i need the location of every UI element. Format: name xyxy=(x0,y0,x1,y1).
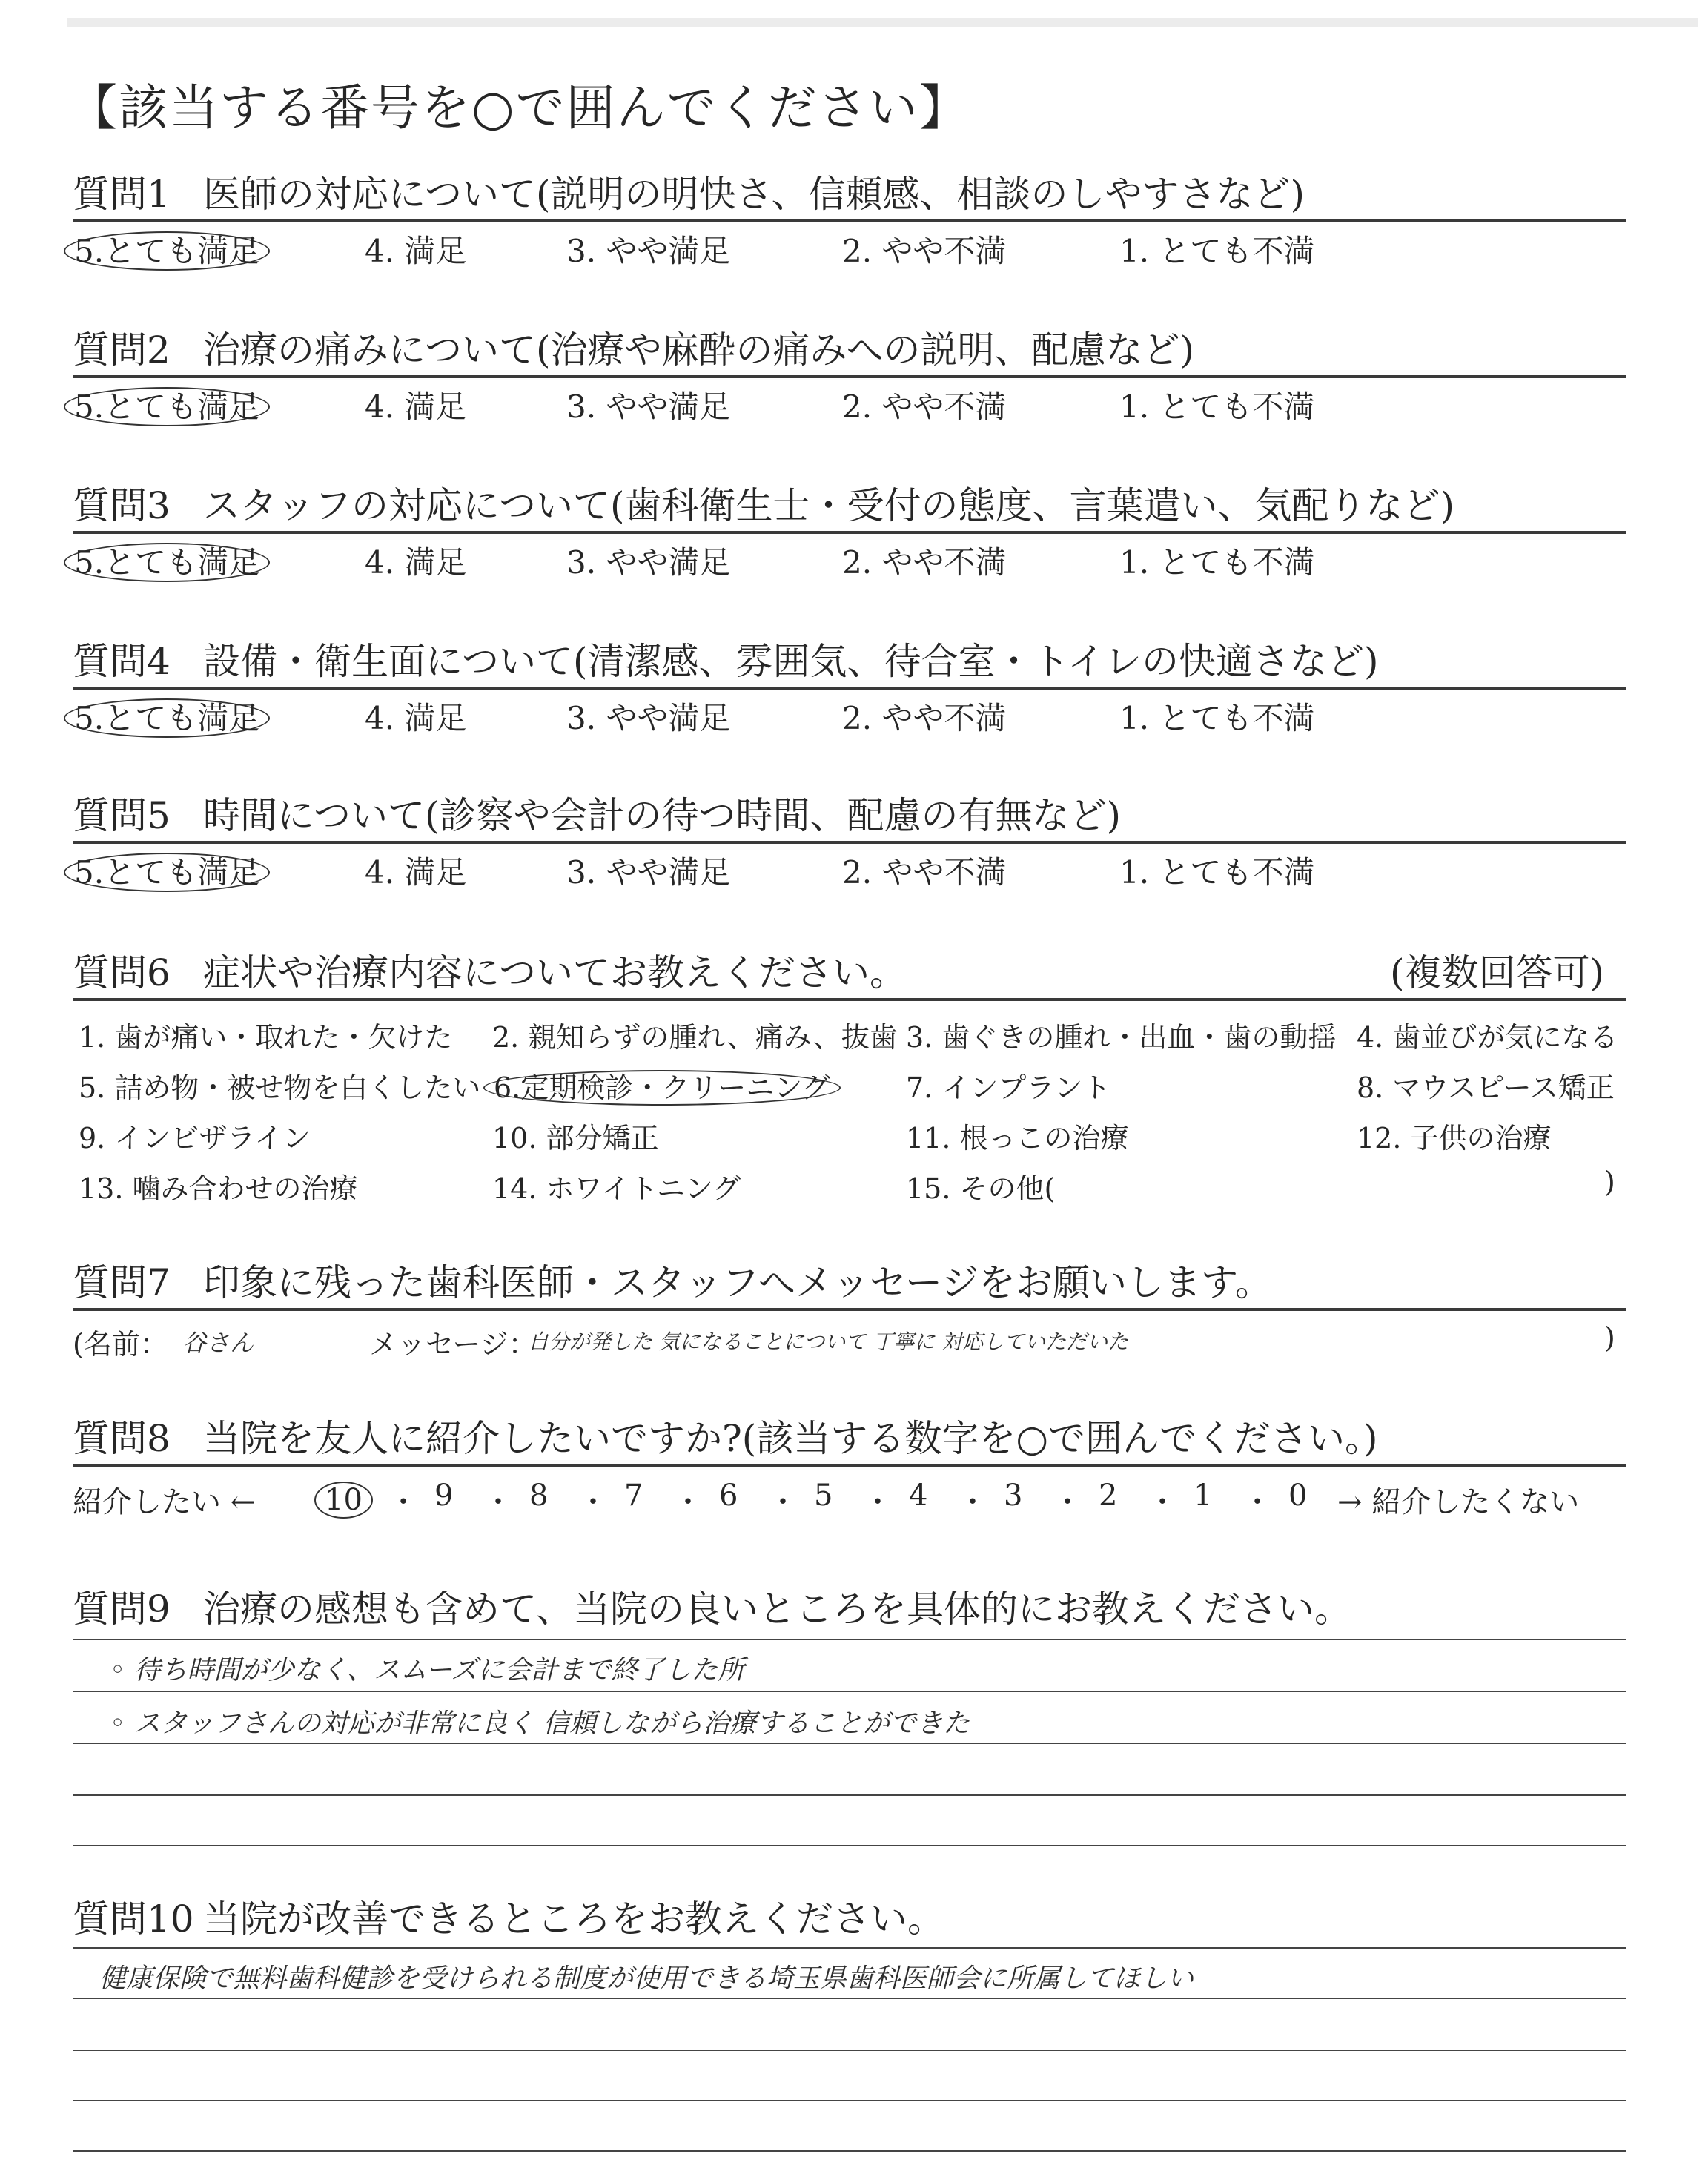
symptom-option[interactable]: 13. 噛み合わせの治療 xyxy=(79,1172,358,1205)
option-1[interactable]: 1. とても不満 xyxy=(1119,389,1315,425)
writing-line xyxy=(73,2100,1626,2101)
symptom-option[interactable]: 14. ホワイトニング xyxy=(492,1172,741,1205)
selected-circle-mark: 5.とても満足 xyxy=(64,231,270,271)
divider xyxy=(73,998,1626,1001)
symptom-option[interactable]: 1. 歯が痛い・取れた・欠けた xyxy=(79,1021,453,1054)
divider xyxy=(73,531,1626,534)
recommend-scale xyxy=(73,1476,1626,1520)
option-4[interactable]: 4. 満足 xyxy=(365,233,467,269)
scale-number-8[interactable]: 8 xyxy=(529,1479,549,1513)
form-header: 【該当する番号を○で囲んでください】 xyxy=(68,79,970,136)
question-5 xyxy=(73,786,1626,896)
symptom-option-other[interactable]: 15. その他( xyxy=(906,1172,1056,1205)
option-1[interactable]: 1. とても不満 xyxy=(1119,233,1315,269)
option-4[interactable]: 4. 満足 xyxy=(365,544,467,581)
option-5[interactable] xyxy=(73,383,270,427)
other-close-paren: ) xyxy=(1604,1166,1615,1198)
scale-separator: ・ xyxy=(483,1485,513,1519)
divider xyxy=(73,1308,1626,1311)
question-number: 質問1 xyxy=(73,173,171,216)
question-text: 症状や治療内容についてお教えください。 xyxy=(203,951,907,994)
multiple-answers-note: (複数回答可) xyxy=(1389,951,1604,994)
symptom-option[interactable]: 7. インプラント xyxy=(906,1071,1111,1104)
handwritten-answer[interactable]: ◦ スタッフさんの対応が非常に良く 信頼しながら治療することができた xyxy=(110,1708,970,1739)
symptom-option[interactable]: 5. 詰め物・被せ物を白くしたい xyxy=(79,1071,481,1104)
scale-number-1[interactable]: 1 xyxy=(1194,1479,1213,1513)
scale-number-3[interactable]: 3 xyxy=(1004,1479,1023,1513)
option-1[interactable]: 1. とても不満 xyxy=(1119,854,1315,891)
option-2[interactable]: 2. やや不満 xyxy=(842,233,1007,269)
scale-separator: ・ xyxy=(388,1485,418,1519)
option-3[interactable]: 3. やや満足 xyxy=(566,544,731,581)
option-1[interactable]: 1. とても不満 xyxy=(1119,544,1315,581)
scale-separator: ・ xyxy=(578,1485,608,1519)
question-number: 質問8 xyxy=(73,1417,171,1460)
option-1[interactable]: 1. とても不満 xyxy=(1119,700,1315,736)
question-number: 質問2 xyxy=(73,328,171,371)
answer-options xyxy=(73,694,1626,742)
symptom-option[interactable]: 10. 部分矯正 xyxy=(492,1122,659,1155)
scale-separator: ・ xyxy=(1148,1485,1177,1519)
question-text: 医師の対応について(説明の明快さ、信頼感、相談のしやすさなど) xyxy=(203,173,1305,216)
recommend-right-label: → 紹介したくない xyxy=(1337,1485,1580,1519)
scale-separator: ・ xyxy=(768,1485,798,1519)
writing-line xyxy=(73,1743,1626,1744)
selected-circle-mark: 5.とても満足 xyxy=(64,853,270,892)
question-6 xyxy=(73,943,1626,1222)
writing-line xyxy=(73,2050,1626,2051)
option-2[interactable]: 2. やや不満 xyxy=(842,700,1007,736)
message-close-paren: ) xyxy=(1604,1321,1615,1354)
question-number: 質問10 xyxy=(73,1898,194,1941)
question-number: 質問3 xyxy=(73,484,171,527)
scale-separator: ・ xyxy=(863,1485,893,1519)
scale-separator: ・ xyxy=(1053,1485,1082,1519)
writing-line xyxy=(73,1691,1626,1692)
scale-number-5[interactable]: 5 xyxy=(814,1479,833,1513)
option-3[interactable]: 3. やや満足 xyxy=(566,700,731,736)
handwritten-answer[interactable]: ◦ 待ち時間が少なく、スムーズに会計まで終了した所 xyxy=(110,1655,745,1685)
question-text: 当院が改善できるところをお教えください。 xyxy=(203,1898,944,1941)
option-2[interactable]: 2. やや不満 xyxy=(842,389,1007,425)
divider xyxy=(73,1464,1626,1467)
question-text: スタッフの対応について(歯科衛生士・受付の態度、言葉遣い、気配りなど) xyxy=(203,484,1455,527)
question-text: 治療の痛みについて(治療や麻酔の痛みへの説明、配慮など) xyxy=(203,328,1195,371)
question-4 xyxy=(73,632,1626,742)
symptom-option[interactable]: 4. 歯並びが気になる xyxy=(1357,1021,1618,1054)
scale-separator: ・ xyxy=(673,1485,703,1519)
writing-line xyxy=(73,1639,1626,1640)
divider xyxy=(73,219,1626,222)
answer-options xyxy=(73,383,1626,430)
option-4[interactable]: 4. 満足 xyxy=(365,700,467,736)
option-5[interactable] xyxy=(73,538,270,583)
option-3[interactable]: 3. やや満足 xyxy=(566,854,731,891)
symptom-option[interactable]: 2. 親知らずの腫れ、痛み、抜歯 xyxy=(492,1021,898,1054)
question-10 xyxy=(73,1889,1626,1994)
writing-line xyxy=(73,1845,1626,1846)
name-label: (名前： xyxy=(73,1328,168,1361)
symptom-option[interactable]: 12. 子供の治療 xyxy=(1357,1122,1552,1155)
writing-line xyxy=(73,1998,1626,1999)
answer-options xyxy=(73,538,1626,586)
option-5[interactable] xyxy=(73,227,270,271)
question-3 xyxy=(73,476,1626,586)
symptom-option[interactable] xyxy=(492,1065,841,1106)
scale-number-2[interactable]: 2 xyxy=(1099,1479,1118,1513)
selected-circle-mark: 6.定期検診・クリーニング xyxy=(483,1070,841,1106)
question-9 xyxy=(73,1579,1626,1739)
message-value[interactable]: 自分が発した 気になることについて 丁寧に 対応していただいた xyxy=(528,1330,1129,1354)
scale-number-9[interactable]: 9 xyxy=(434,1479,454,1513)
selected-circle-mark: 5.とても満足 xyxy=(64,698,270,738)
selected-circle-mark: 5.とても満足 xyxy=(64,387,270,426)
question-1 xyxy=(73,165,1626,274)
answer-options xyxy=(73,227,1626,274)
scale-number-4[interactable]: 4 xyxy=(909,1479,928,1513)
divider xyxy=(73,375,1626,378)
question-number: 質問4 xyxy=(73,640,171,683)
scale-number-0[interactable]: 0 xyxy=(1288,1479,1308,1513)
option-3[interactable]: 3. やや満足 xyxy=(566,233,731,269)
scale-separator: ・ xyxy=(1242,1485,1272,1519)
symptom-option[interactable]: 8. マウスピース矯正 xyxy=(1357,1071,1615,1104)
option-3[interactable]: 3. やや満足 xyxy=(566,389,731,425)
question-number: 質問9 xyxy=(73,1588,171,1631)
writing-line xyxy=(73,2150,1626,2152)
answer-options xyxy=(73,848,1626,896)
question-number: 質問5 xyxy=(73,794,171,837)
option-5[interactable] xyxy=(73,848,270,893)
question-number: 質問6 xyxy=(73,951,171,994)
question-7 xyxy=(73,1253,1626,1361)
option-2[interactable]: 2. やや不満 xyxy=(842,544,1007,581)
symptom-option[interactable]: 9. インビザライン xyxy=(79,1122,311,1155)
recommend-left-label: 紹介したい ← xyxy=(73,1485,256,1519)
option-2[interactable]: 2. やや不満 xyxy=(842,854,1007,891)
handwritten-answer[interactable]: 健康保険で無料歯科健診を受けられる制度が使用できる埼玉県歯科医師会に所属してほしい xyxy=(99,1964,1194,1994)
question-text: 印象に残った歯科医師・スタッフへメッセージをお願いします。 xyxy=(203,1261,1272,1304)
message-line xyxy=(73,1317,1626,1361)
divider xyxy=(73,687,1626,690)
symptom-options-grid xyxy=(73,1007,1626,1222)
scale-number-7[interactable]: 7 xyxy=(624,1479,643,1513)
symptom-option[interactable]: 3. 歯ぐきの腫れ・出血・歯の動揺 xyxy=(906,1021,1337,1054)
scale-separator: ・ xyxy=(958,1485,987,1519)
scale-number-6[interactable]: 6 xyxy=(719,1479,738,1513)
question-number: 質問7 xyxy=(73,1261,171,1304)
option-5[interactable] xyxy=(73,694,270,739)
writing-line xyxy=(73,1947,1626,1949)
question-text: 治療の感想も含めて、当院の良いところを具体的にお教えください。 xyxy=(203,1588,1351,1631)
writing-line xyxy=(73,1794,1626,1796)
name-value[interactable]: 谷さん xyxy=(182,1329,254,1357)
symptom-option[interactable]: 11. 根っこの治療 xyxy=(906,1122,1129,1155)
selected-circle-mark: 10 xyxy=(314,1482,373,1519)
option-4[interactable]: 4. 満足 xyxy=(365,389,467,425)
scan-edge-band xyxy=(67,18,1698,27)
divider xyxy=(73,841,1626,844)
option-4[interactable]: 4. 満足 xyxy=(365,854,467,891)
question-2 xyxy=(73,320,1626,430)
question-text: 当院を友人に紹介したいですか?(該当する数字を○で囲んでください。) xyxy=(203,1417,1378,1460)
message-label: メッセージ： xyxy=(369,1328,537,1361)
question-text: 時間について(診察や会計の待つ時間、配慮の有無など) xyxy=(203,794,1122,837)
selected-circle-mark: 5.とても満足 xyxy=(64,543,270,582)
question-text: 設備・衛生面について(清潔感、雰囲気、待合室・トイレの快適さなど) xyxy=(203,640,1379,683)
question-8 xyxy=(73,1409,1626,1520)
